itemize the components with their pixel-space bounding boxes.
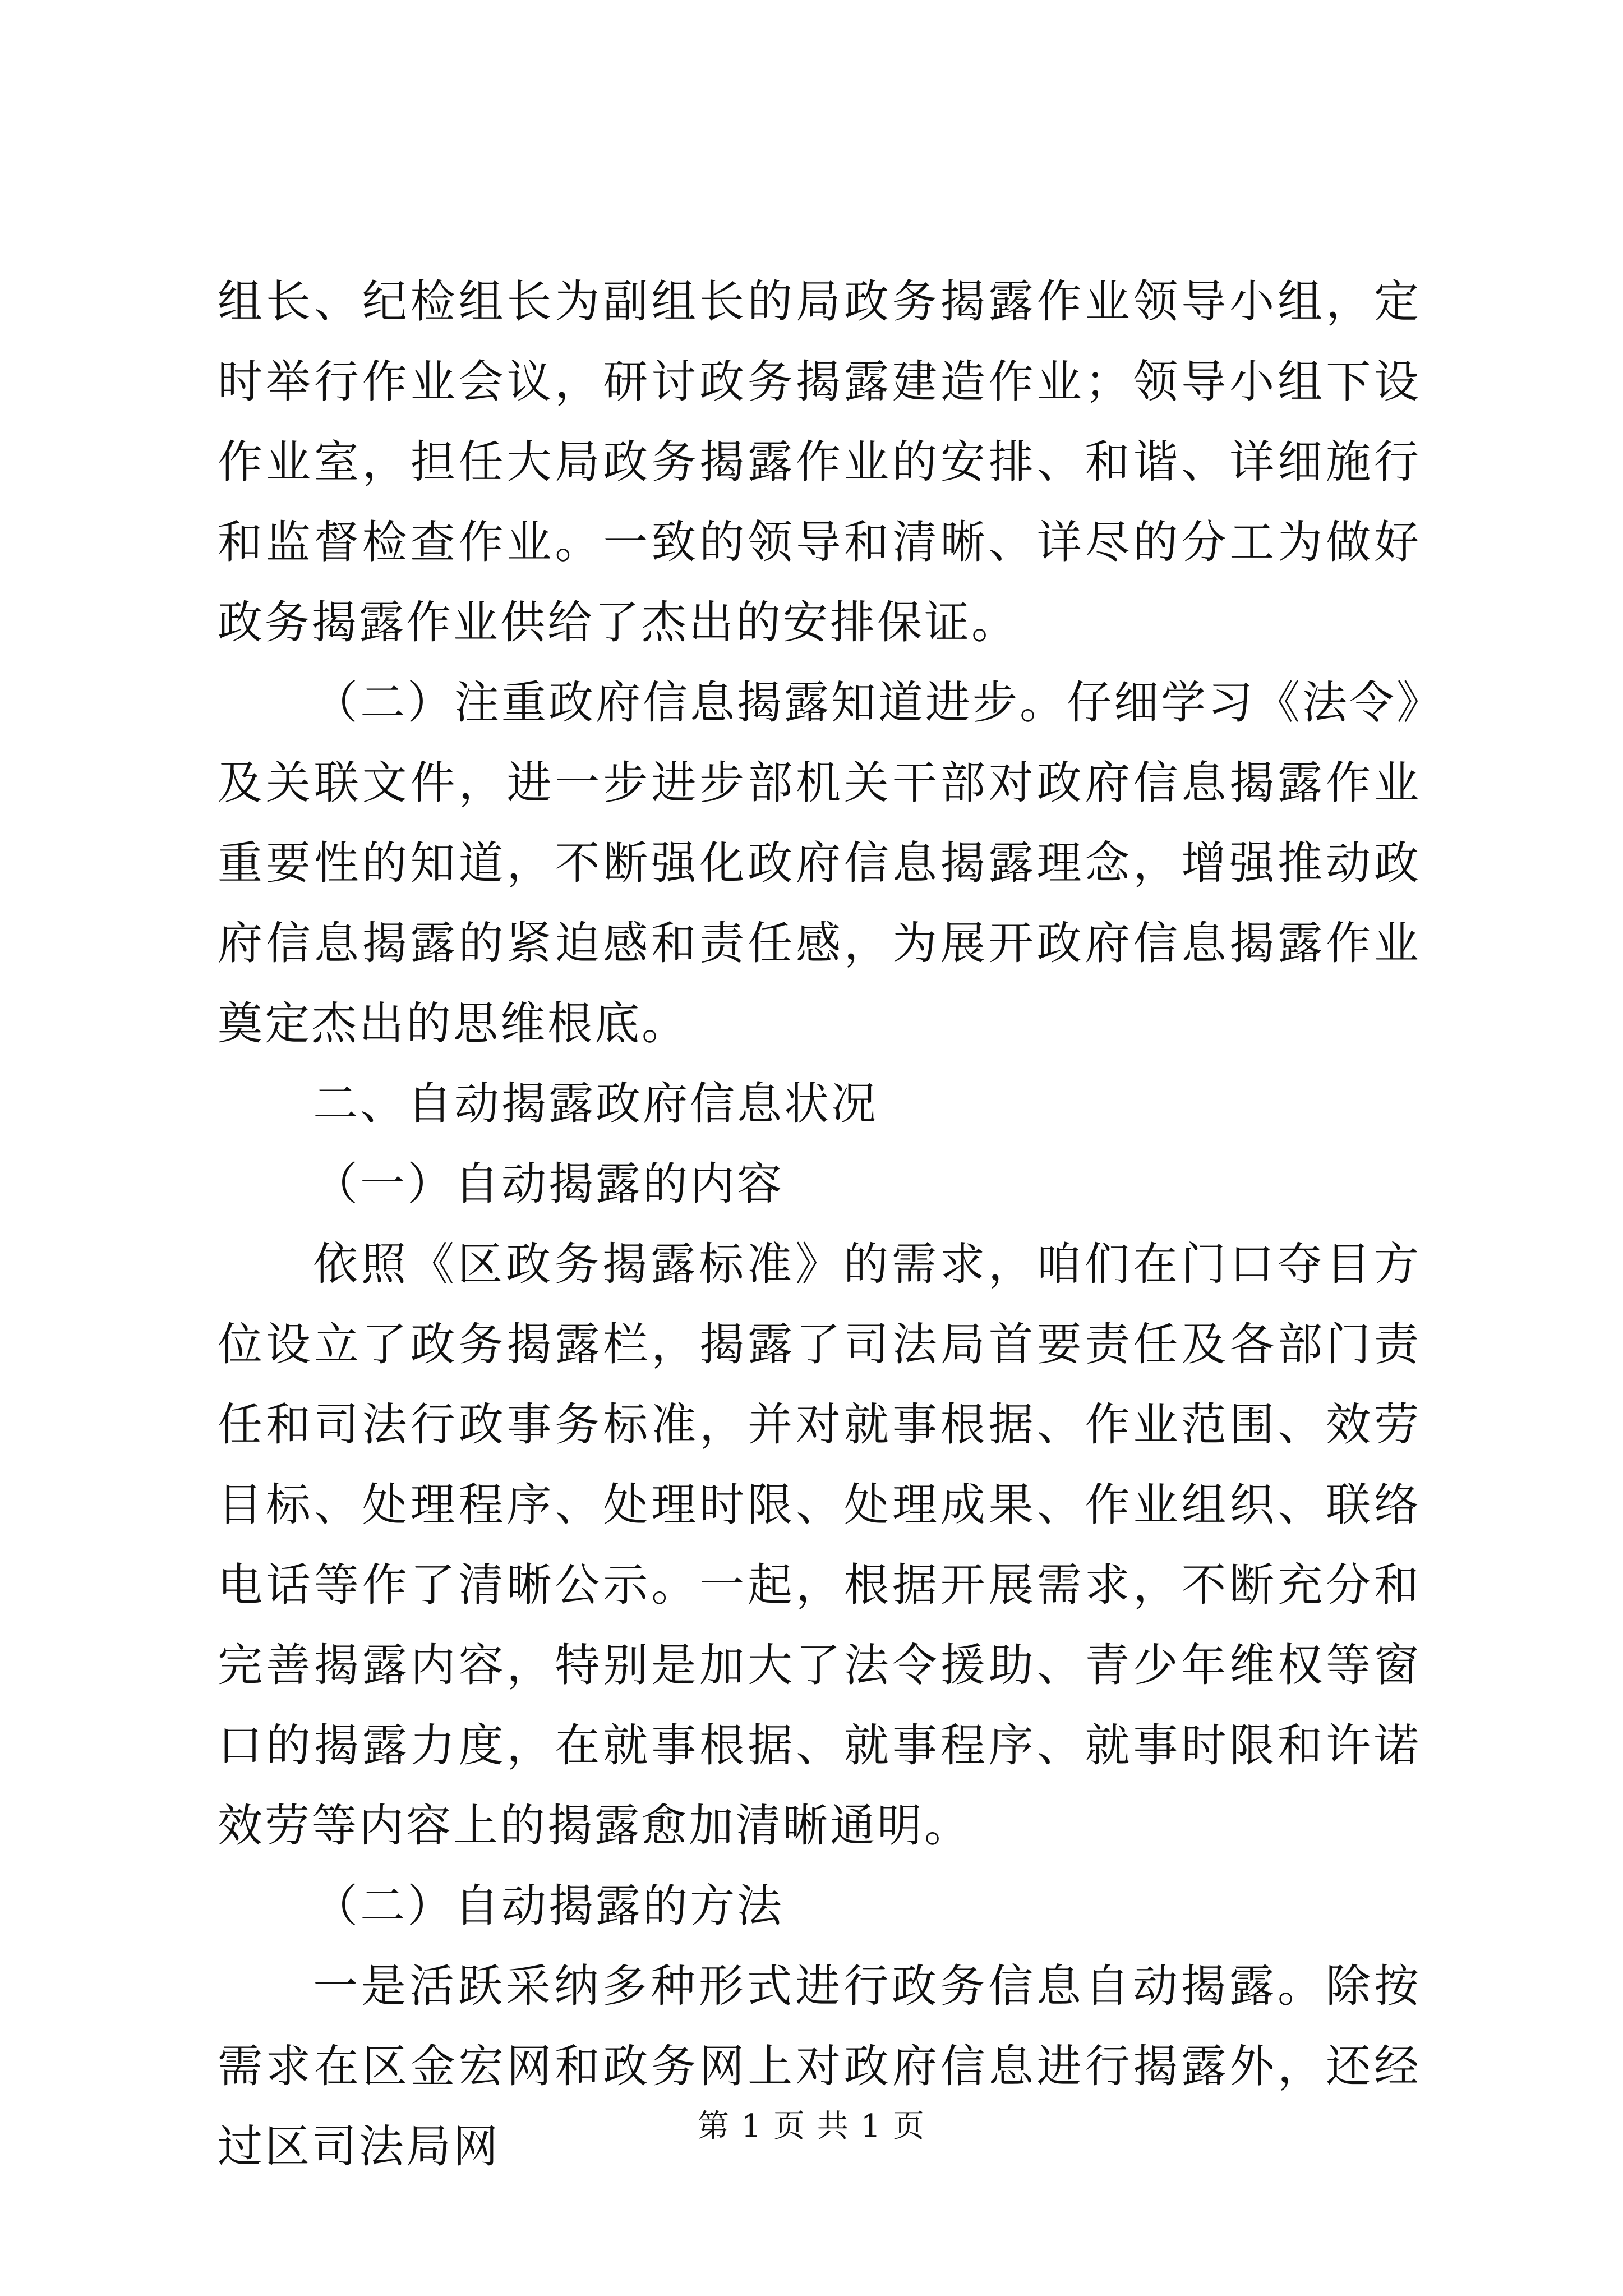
section-heading-2: 二、自动揭露政府信息状况 xyxy=(313,1078,878,1130)
subsection-heading-method: （二）自动揭露的方法 xyxy=(313,1880,784,1932)
paragraph-3: 依照《区政务揭露标准》的需求，咱们在门口夺目方位设立了政务揭露栏，揭露了司法局首要责任及各部门责任和司法行政事务标准，并对就事根据、作业范围、效劳目标、处理程序、处理时限、处理成果、作业组织、联络电话等作了清晰公示。一起，根据开展需求，不断充分和完善揭露内容，特别是加大了法令援助、青少年维权等窗口的揭露力度，在就事根据、就事程序、就事时限和许诺效劳等内容上的揭露愈加清晰通明。 xyxy=(218,1238,1421,1852)
paragraph-4: 一是活跃采纳多种形式进行政务信息自动揭露。除按需求在区金宏网和政务网上对政府信息进行揭露外，还经过区司法局网 xyxy=(218,1960,1421,2173)
paragraph-1: 组长、纪检组长为副组长的局政务揭露作业领导小组，定时举行作业会议，研讨政务揭露建造作业；领导小组下设作业室，担任大局政务揭露作业的安排、和谐、详细施行和监督检查作业。一致的领导和清晰、详尽的分工为做好政务揭露作业供给了杰出的安排保证。 xyxy=(218,275,1421,648)
page-footer: 第 1 页 共 1 页 xyxy=(697,2108,926,2145)
subsection-heading-content: （一）自动揭露的内容 xyxy=(313,1158,784,1210)
paragraph-2: （二）注重政府信息揭露知道进步。仔细学习《法令》及关联文件，进一步进步部机关干部对政府信息揭露作业重要性的知道，不断强化政府信息揭露理念，增强推动政府信息揭露的紧迫感和责任感，为展开政府信息揭露作业奠定杰出的思维根底。 xyxy=(218,677,1421,1050)
document-body xyxy=(218,261,1421,2187)
